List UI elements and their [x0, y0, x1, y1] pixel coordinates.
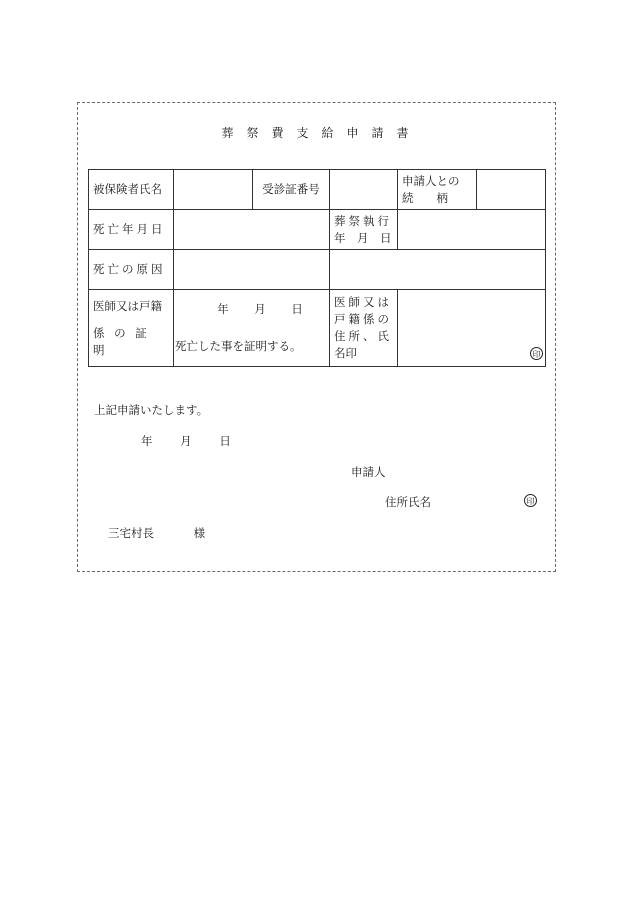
cause-field[interactable] — [174, 250, 330, 290]
funeral-date-label-line2: 年 月 日 — [334, 230, 392, 245]
cert-day: 日 — [291, 302, 303, 316]
table-row — [89, 170, 546, 210]
application-date — [141, 433, 231, 449]
request-statement: 上記申請いたします。 — [94, 403, 209, 417]
certification-label — [89, 290, 174, 367]
funeral-date-label-line1: 葬祭執行 — [334, 213, 392, 228]
certifier-label-line3: 住所、氏 — [334, 329, 392, 343]
death-date-label: 死亡年月日 — [89, 210, 174, 250]
certifier-label-line4: 名印 — [334, 346, 357, 360]
application-year: 年 — [141, 434, 153, 448]
cert-year: 年 — [217, 302, 229, 316]
application-table — [88, 169, 546, 367]
certifier-label — [330, 290, 398, 367]
applicant-seal-icon: 印 — [524, 494, 537, 507]
funeral-date-field[interactable] — [398, 210, 546, 250]
certification-date — [175, 301, 325, 318]
relationship-label-line2: 続 柄 — [402, 190, 448, 205]
address-name-label: 住所氏名 — [385, 495, 431, 509]
applicant-label: 申請人 — [351, 465, 386, 479]
relationship-field[interactable] — [477, 170, 546, 210]
relationship-label-line1: 申請人との — [402, 173, 460, 188]
death-date-field[interactable] — [174, 210, 330, 250]
relationship-label — [398, 170, 477, 210]
seal-icon: 印 — [530, 347, 543, 360]
cert-month: 月 — [254, 302, 266, 316]
table-row — [89, 210, 546, 250]
exam-cert-no-label: 受診証番号 — [253, 170, 330, 210]
addressee-honorific: 様 — [193, 526, 206, 540]
table-row — [89, 250, 546, 290]
application-day: 日 — [219, 434, 231, 448]
table-row — [89, 290, 546, 367]
cause-label: 死亡の原因 — [89, 250, 174, 290]
insured-name-label: 被保険者氏名 — [89, 170, 174, 210]
certification-label-line2: 係 の 証 明 — [93, 325, 150, 357]
certifier-field[interactable] — [398, 290, 546, 367]
certifier-label-line2: 戸籍係の — [334, 312, 392, 326]
insured-name-field[interactable] — [174, 170, 253, 210]
exam-cert-no-field[interactable] — [330, 170, 398, 210]
cause-field-right[interactable] — [330, 250, 546, 290]
funeral-date-label — [330, 210, 398, 250]
certification-label-line1: 医師又は戸籍 — [93, 298, 162, 313]
application-month: 月 — [180, 434, 192, 448]
addressee — [108, 525, 205, 541]
document-title: 葬祭費支給申請書 — [221, 126, 422, 140]
certification-statement: 死亡した事を証明する。 — [175, 339, 302, 353]
certification-field[interactable] — [174, 290, 330, 367]
certifier-label-line1: 医師又は — [334, 295, 392, 309]
addressee-name: 三宅村長 — [108, 526, 154, 540]
